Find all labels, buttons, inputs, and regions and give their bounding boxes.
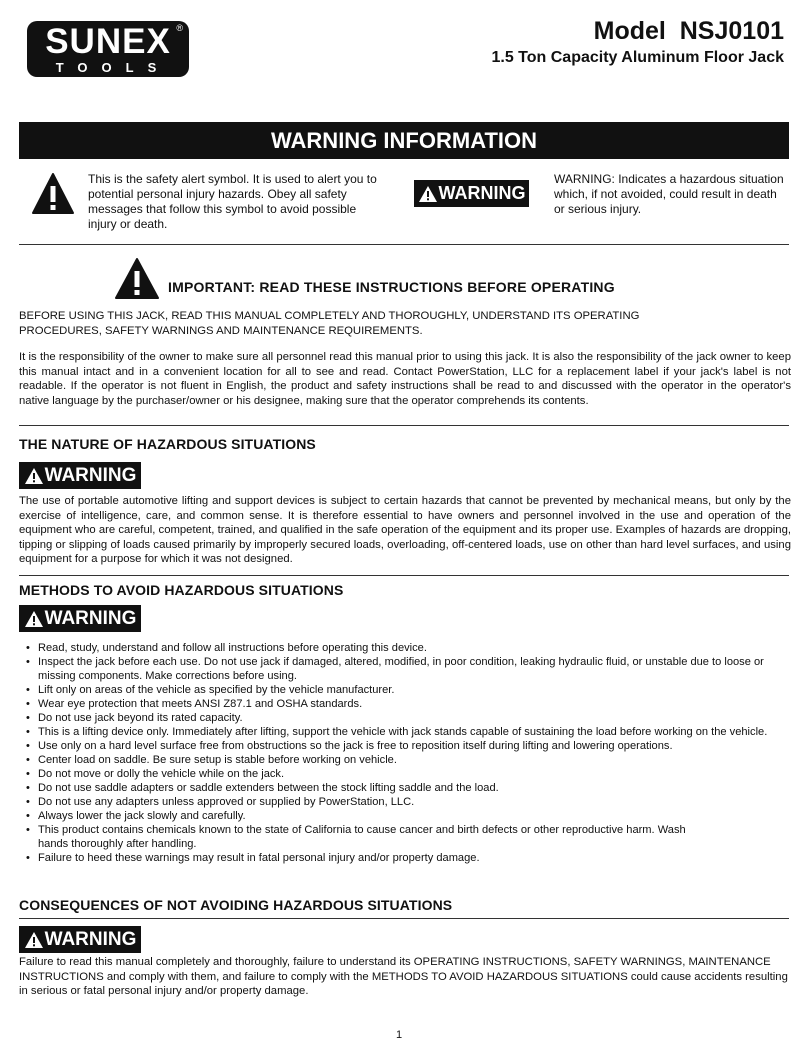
list-item: • This product contains chemicals known to the state of California to cause cancer and birth defects or other reproductive harm. Wash hands thoroughly after handling.: [19, 823, 774, 851]
divider: [19, 575, 789, 576]
warning-triangle-icon: [24, 931, 44, 949]
warning-triangle-icon: [24, 467, 44, 485]
list-item: • Use only on a hard level surface free from obstructions so the jack is free to reposition itself during lifting and lowering operations.: [19, 739, 774, 753]
warning-information-banner: WARNING INFORMATION: [19, 122, 789, 159]
nature-heading: THE NATURE OF HAZARDOUS SITUATIONS: [19, 436, 316, 452]
safety-alert-icon: [31, 172, 75, 216]
warning-badge-intro: [414, 180, 529, 207]
registered-mark: ®: [176, 23, 183, 33]
logo-brand: SUNEX: [45, 22, 171, 61]
page-number: 1: [396, 1029, 403, 1041]
list-item: • Do not use any adapters unless approved or supplied by PowerStation, LLC.: [19, 795, 774, 809]
alert-symbol-text: This is the safety alert symbol. It is used to alert you to potential personal injury hazards. Obey all safety messages that follow this symbol to avoid possible injury or death.: [88, 172, 377, 231]
methods-list: [19, 641, 774, 865]
warning-badge-nature: [19, 462, 141, 489]
warning-triangle-icon: [418, 185, 438, 203]
warning-triangle-icon: [24, 610, 44, 628]
important-alert-icon: [114, 257, 160, 301]
consequences-heading: CONSEQUENCES OF NOT AVOIDING HAZARDOUS SITUATIONS: [19, 897, 453, 913]
methods-heading: METHODS TO AVOID HAZARDOUS SITUATIONS: [19, 582, 344, 598]
list-item: • Center load on saddle. Be sure setup is stable before working on vehicle.: [19, 753, 774, 767]
important-paragraph-2: It is the responsibility of the owner to make sure all personnel read this manual prior to using this jack. It is also the responsibility of the jack owner to keep this manual intact and in a convenient location for all to see and read. Contact PowerStation, LLC for a replacement label if your jack's label is not readable. If the operator is not fluent in English, the product and safety instructions shall be read to and discussed with the operator in the operator's native language by the purchaser/owner or his designee, making sure that the operator comprehends its contents.: [19, 351, 791, 407]
list-item: • Wear eye protection that meets ANSI Z87.1 and OSHA standards.: [19, 697, 774, 711]
list-item: • Do not use saddle adapters or saddle extenders between the stock lifting saddle and the load.: [19, 781, 774, 795]
list-item: • Do not move or dolly the vehicle while on the jack.: [19, 767, 774, 781]
divider: [19, 918, 789, 919]
sunex-logo: [27, 21, 189, 77]
warning-badge-label: WARNING: [44, 607, 137, 629]
list-item: • Lift only on areas of the vehicle as specified by the vehicle manufacturer.: [19, 683, 774, 697]
divider: [19, 425, 789, 426]
list-item: • Always lower the jack slowly and carefully.: [19, 809, 774, 823]
warning-badge-methods: [19, 605, 141, 632]
list-item: • Do not use jack beyond its rated capacity.: [19, 711, 774, 725]
consequences-text: Failure to read this manual completely and thoroughly, failure to understand its OPERATING INSTRUCTIONS, SAFETY WARNINGS, MAINTENANCE INSTRUCTIONS and comply with them, and failure to comply with the METHODS TO AVOID HAZARDOUS SITUATIONS could cause accidents resulting in serious or fatal personal injury and/or property damage.: [19, 956, 788, 998]
list-item: • Inspect the jack before each use. Do not use jack if damaged, altered, modified, in poor condition, leaking hydraulic fluid, or unstable due to loose or missing components. Make corrections before using.: [19, 655, 774, 683]
product-subtitle: 1.5 Ton Capacity Aluminum Floor Jack: [491, 49, 784, 66]
important-paragraph-1: BEFORE USING THIS JACK, READ THIS MANUAL COMPLETELY AND THOROUGHLY, UNDERSTAND ITS OPERATING PROCEDURES, SAFETY WARNINGS AND MAINTENANCE REQUIREMENTS.: [19, 310, 640, 337]
warning-badge-label: WARNING: [44, 928, 137, 950]
list-item: • This is a lifting device only. Immediately after lifting, support the vehicle with jack stands capable of sustaining the load before working on the vehicle.: [19, 725, 774, 739]
nature-text: The use of portable automotive lifting and support devices is subject to certain hazards that cannot be prevented by mechanical means, but only by the exercise of intelligence, care, and common sense. It is therefore essential to have owners and personnel involved in the use and operation of the equipment who are careful, competent, trained, and qualified in the safe operation of the equipment and its proper use. Examples of hazards are dropping, tipping or slipping of loads caused primarily by improperly secured loads, overloading, off-centered loads, use on other than hard level surfaces, and using equipment for a purpose for which it was not designed.: [19, 495, 791, 566]
logo-sub: TOOLS: [55, 60, 171, 75]
divider: [19, 244, 789, 245]
warning-badge-consequences: [19, 926, 141, 953]
warning-badge-label: WARNING: [438, 183, 526, 203]
list-item: • Read, study, understand and follow all instructions before operating this device.: [19, 641, 774, 655]
warning-definition: WARNING: Indicates a hazardous situation which, if not avoided, could result in death or serious injury.: [554, 172, 784, 216]
model-number: Model NSJ0101: [593, 17, 784, 45]
list-item: • Failure to heed these warnings may result in fatal personal injury and/or property damage.: [19, 851, 774, 865]
warning-badge-label: WARNING: [44, 464, 137, 486]
important-heading: IMPORTANT: READ THESE INSTRUCTIONS BEFORE OPERATING: [168, 279, 615, 295]
